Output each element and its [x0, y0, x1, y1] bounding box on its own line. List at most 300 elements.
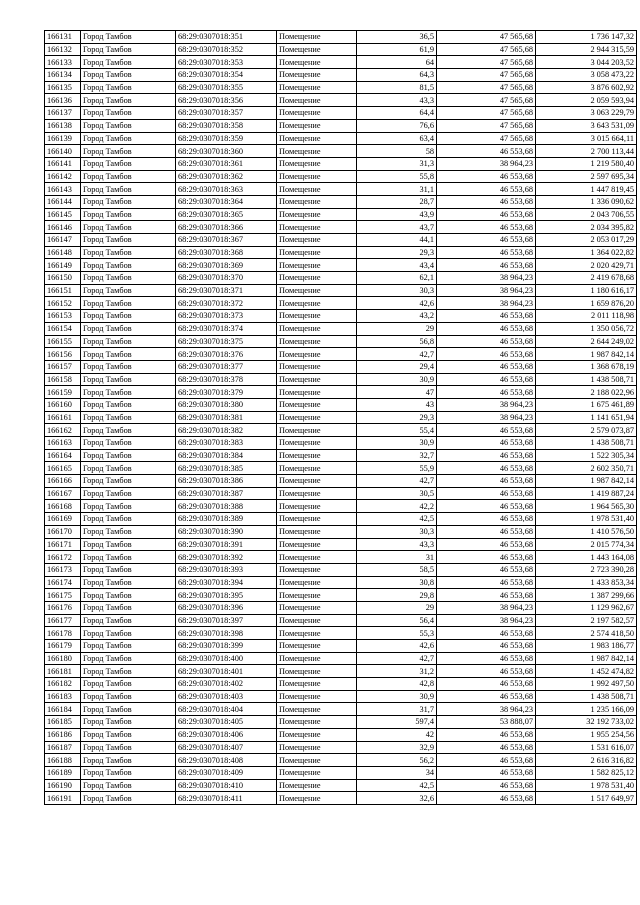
- row-number-cell: 166139: [45, 132, 81, 145]
- object-type-cell: Помещение: [277, 43, 357, 56]
- cadastral-value-cell: 2 419 678,68: [536, 272, 637, 285]
- cadastral-value-cell: 1 978 531,40: [536, 513, 637, 526]
- specific-value-cell: 46 553,68: [437, 741, 536, 754]
- specific-value-cell: 38 964,23: [437, 614, 536, 627]
- cadastral-number-cell: 68:29:0307018:408: [176, 754, 277, 767]
- cadastral-number-cell: 68:29:0307018:397: [176, 614, 277, 627]
- table-row: [45, 335, 637, 348]
- row-number-cell: 166133: [45, 56, 81, 69]
- area-cell: 43,3: [357, 94, 437, 107]
- area-cell: 43,4: [357, 259, 437, 272]
- row-number-cell: 166174: [45, 576, 81, 589]
- area-cell: 47: [357, 386, 437, 399]
- row-number-cell: 166191: [45, 792, 81, 805]
- row-number-cell: 166159: [45, 386, 81, 399]
- cadastral-value-cell: 2 574 418,50: [536, 627, 637, 640]
- row-number-cell: 166148: [45, 246, 81, 259]
- table-row: [45, 766, 637, 779]
- city-cell: Город Тамбов: [81, 31, 176, 44]
- cadastral-number-cell: 68:29:0307018:353: [176, 56, 277, 69]
- row-number-cell: 166158: [45, 373, 81, 386]
- area-cell: 36,5: [357, 31, 437, 44]
- object-type-cell: Помещение: [277, 589, 357, 602]
- cadastral-value-cell: 1 387 299,66: [536, 589, 637, 602]
- table-row: [45, 94, 637, 107]
- table-row: [45, 449, 637, 462]
- cadastral-number-cell: 68:29:0307018:362: [176, 170, 277, 183]
- row-number-cell: 166141: [45, 157, 81, 170]
- cadastral-value-cell: 1 368 678,19: [536, 360, 637, 373]
- object-type-cell: Помещение: [277, 741, 357, 754]
- city-cell: Город Тамбов: [81, 728, 176, 741]
- object-type-cell: Помещение: [277, 170, 357, 183]
- row-number-cell: 166163: [45, 437, 81, 450]
- specific-value-cell: 47 565,68: [437, 132, 536, 145]
- object-type-cell: Помещение: [277, 487, 357, 500]
- row-number-cell: 166146: [45, 221, 81, 234]
- row-number-cell: 166156: [45, 348, 81, 361]
- area-cell: 43,9: [357, 208, 437, 221]
- city-cell: Город Тамбов: [81, 513, 176, 526]
- specific-value-cell: 47 565,68: [437, 107, 536, 120]
- row-number-cell: 166138: [45, 119, 81, 132]
- area-cell: 55,9: [357, 462, 437, 475]
- city-cell: Город Тамбов: [81, 297, 176, 310]
- row-number-cell: 166180: [45, 652, 81, 665]
- row-number-cell: 166153: [45, 310, 81, 323]
- row-number-cell: 166144: [45, 195, 81, 208]
- object-type-cell: Помещение: [277, 322, 357, 335]
- object-type-cell: Помещение: [277, 792, 357, 805]
- cadastral-value-cell: 3 058 473,22: [536, 69, 637, 82]
- row-number-cell: 166137: [45, 107, 81, 120]
- table-row: [45, 411, 637, 424]
- area-cell: 31,1: [357, 183, 437, 196]
- area-cell: 42,6: [357, 640, 437, 653]
- area-cell: 81,5: [357, 81, 437, 94]
- object-type-cell: Помещение: [277, 690, 357, 703]
- object-type-cell: Помещение: [277, 728, 357, 741]
- area-cell: 34: [357, 766, 437, 779]
- cadastral-value-cell: 1 517 649,97: [536, 792, 637, 805]
- cadastral-value-cell: 1 443 164,08: [536, 551, 637, 564]
- row-number-cell: 166140: [45, 145, 81, 158]
- area-cell: 44,1: [357, 234, 437, 247]
- city-cell: Город Тамбов: [81, 183, 176, 196]
- city-cell: Город Тамбов: [81, 259, 176, 272]
- row-number-cell: 166164: [45, 449, 81, 462]
- cadastral-value-table: [44, 30, 637, 805]
- area-cell: 42,7: [357, 348, 437, 361]
- cadastral-number-cell: 68:29:0307018:364: [176, 195, 277, 208]
- table-row: [45, 56, 637, 69]
- row-number-cell: 166154: [45, 322, 81, 335]
- table-row: [45, 31, 637, 44]
- object-type-cell: Помещение: [277, 398, 357, 411]
- row-number-cell: 166152: [45, 297, 81, 310]
- table-row: [45, 310, 637, 323]
- cadastral-value-cell: 1 736 147,32: [536, 31, 637, 44]
- cadastral-number-cell: 68:29:0307018:371: [176, 284, 277, 297]
- row-number-cell: 166149: [45, 259, 81, 272]
- cadastral-number-cell: 68:29:0307018:360: [176, 145, 277, 158]
- specific-value-cell: 46 553,68: [437, 513, 536, 526]
- object-type-cell: Помещение: [277, 411, 357, 424]
- table-row: [45, 221, 637, 234]
- cadastral-number-cell: 68:29:0307018:374: [176, 322, 277, 335]
- specific-value-cell: 46 553,68: [437, 221, 536, 234]
- city-cell: Город Тамбов: [81, 576, 176, 589]
- city-cell: Город Тамбов: [81, 348, 176, 361]
- row-number-cell: 166171: [45, 538, 81, 551]
- area-cell: 29: [357, 322, 437, 335]
- area-cell: 61,9: [357, 43, 437, 56]
- table-row: [45, 386, 637, 399]
- row-number-cell: 166147: [45, 234, 81, 247]
- cadastral-value-cell: 1 964 565,30: [536, 500, 637, 513]
- table-row: [45, 132, 637, 145]
- object-type-cell: Помещение: [277, 183, 357, 196]
- table-row: [45, 462, 637, 475]
- cadastral-number-cell: 68:29:0307018:373: [176, 310, 277, 323]
- row-number-cell: 166151: [45, 284, 81, 297]
- table-row: [45, 690, 637, 703]
- object-type-cell: Помещение: [277, 132, 357, 145]
- object-type-cell: Помещение: [277, 335, 357, 348]
- table-row: [45, 779, 637, 792]
- cadastral-value-cell: 2 015 774,34: [536, 538, 637, 551]
- cadastral-number-cell: 68:29:0307018:369: [176, 259, 277, 272]
- specific-value-cell: 47 565,68: [437, 43, 536, 56]
- cadastral-value-cell: 3 643 531,09: [536, 119, 637, 132]
- table-row: [45, 398, 637, 411]
- specific-value-cell: 38 964,23: [437, 703, 536, 716]
- row-number-cell: 166169: [45, 513, 81, 526]
- city-cell: Город Тамбов: [81, 766, 176, 779]
- table-row: [45, 487, 637, 500]
- area-cell: 29,4: [357, 360, 437, 373]
- object-type-cell: Помещение: [277, 703, 357, 716]
- cadastral-number-cell: 68:29:0307018:367: [176, 234, 277, 247]
- table-row: [45, 728, 637, 741]
- table-row: [45, 665, 637, 678]
- city-cell: Город Тамбов: [81, 234, 176, 247]
- area-cell: 31,2: [357, 665, 437, 678]
- row-number-cell: 166178: [45, 627, 81, 640]
- cadastral-number-cell: 68:29:0307018:400: [176, 652, 277, 665]
- area-cell: 43,3: [357, 538, 437, 551]
- city-cell: Город Тамбов: [81, 462, 176, 475]
- city-cell: Город Тамбов: [81, 792, 176, 805]
- cadastral-value-cell: 2 043 706,55: [536, 208, 637, 221]
- object-type-cell: Помещение: [277, 627, 357, 640]
- city-cell: Город Тамбов: [81, 132, 176, 145]
- specific-value-cell: 46 553,68: [437, 551, 536, 564]
- table-row: [45, 373, 637, 386]
- cadastral-value-cell: 2 616 316,82: [536, 754, 637, 767]
- table-row: [45, 500, 637, 513]
- cadastral-value-cell: 1 219 580,40: [536, 157, 637, 170]
- table-row: [45, 601, 637, 614]
- specific-value-cell: 46 553,68: [437, 627, 536, 640]
- cadastral-number-cell: 68:29:0307018:411: [176, 792, 277, 805]
- city-cell: Город Тамбов: [81, 310, 176, 323]
- table-row: [45, 525, 637, 538]
- row-number-cell: 166167: [45, 487, 81, 500]
- table-row: [45, 360, 637, 373]
- area-cell: 29,8: [357, 589, 437, 602]
- specific-value-cell: 46 553,68: [437, 208, 536, 221]
- row-number-cell: 166157: [45, 360, 81, 373]
- cadastral-value-cell: 1 955 254,56: [536, 728, 637, 741]
- area-cell: 29: [357, 601, 437, 614]
- cadastral-value-cell: 1 438 508,71: [536, 690, 637, 703]
- cadastral-value-cell: 1 438 508,71: [536, 437, 637, 450]
- table-row: [45, 792, 637, 805]
- area-cell: 28,7: [357, 195, 437, 208]
- area-cell: 29,3: [357, 411, 437, 424]
- city-cell: Город Тамбов: [81, 690, 176, 703]
- cadastral-value-cell: 1 987 842,14: [536, 652, 637, 665]
- table-row: [45, 589, 637, 602]
- cadastral-value-cell: 2 644 249,02: [536, 335, 637, 348]
- cadastral-number-cell: 68:29:0307018:357: [176, 107, 277, 120]
- area-cell: 42,2: [357, 500, 437, 513]
- specific-value-cell: 46 553,68: [437, 525, 536, 538]
- area-cell: 64: [357, 56, 437, 69]
- specific-value-cell: 46 553,68: [437, 234, 536, 247]
- object-type-cell: Помещение: [277, 424, 357, 437]
- area-cell: 30,9: [357, 437, 437, 450]
- specific-value-cell: 46 553,68: [437, 487, 536, 500]
- specific-value-cell: 46 553,68: [437, 310, 536, 323]
- object-type-cell: Помещение: [277, 513, 357, 526]
- row-number-cell: 166132: [45, 43, 81, 56]
- area-cell: 64,4: [357, 107, 437, 120]
- cadastral-number-cell: 68:29:0307018:385: [176, 462, 277, 475]
- table-row: [45, 284, 637, 297]
- table-row: [45, 183, 637, 196]
- object-type-cell: Помещение: [277, 119, 357, 132]
- object-type-cell: Помещение: [277, 576, 357, 589]
- row-number-cell: 166186: [45, 728, 81, 741]
- city-cell: Город Тамбов: [81, 652, 176, 665]
- cadastral-value-cell: 1 675 461,89: [536, 398, 637, 411]
- city-cell: Город Тамбов: [81, 398, 176, 411]
- area-cell: 32,9: [357, 741, 437, 754]
- object-type-cell: Помещение: [277, 145, 357, 158]
- row-number-cell: 166161: [45, 411, 81, 424]
- area-cell: 63,4: [357, 132, 437, 145]
- area-cell: 55,3: [357, 627, 437, 640]
- row-number-cell: 166173: [45, 563, 81, 576]
- cadastral-number-cell: 68:29:0307018:396: [176, 601, 277, 614]
- city-cell: Город Тамбов: [81, 69, 176, 82]
- specific-value-cell: 46 553,68: [437, 538, 536, 551]
- area-cell: 55,8: [357, 170, 437, 183]
- specific-value-cell: 38 964,23: [437, 411, 536, 424]
- cadastral-value-cell: 1 410 576,50: [536, 525, 637, 538]
- specific-value-cell: 46 553,68: [437, 766, 536, 779]
- area-cell: 42: [357, 728, 437, 741]
- specific-value-cell: 47 565,68: [437, 69, 536, 82]
- city-cell: Город Тамбов: [81, 170, 176, 183]
- table-row: [45, 424, 637, 437]
- city-cell: Город Тамбов: [81, 56, 176, 69]
- city-cell: Город Тамбов: [81, 551, 176, 564]
- table-row: [45, 43, 637, 56]
- cadastral-number-cell: 68:29:0307018:388: [176, 500, 277, 513]
- specific-value-cell: 38 964,23: [437, 157, 536, 170]
- cadastral-number-cell: 68:29:0307018:405: [176, 716, 277, 729]
- city-cell: Город Тамбов: [81, 424, 176, 437]
- object-type-cell: Помещение: [277, 157, 357, 170]
- object-type-cell: Помещение: [277, 551, 357, 564]
- row-number-cell: 166187: [45, 741, 81, 754]
- row-number-cell: 166135: [45, 81, 81, 94]
- city-cell: Город Тамбов: [81, 386, 176, 399]
- row-number-cell: 166176: [45, 601, 81, 614]
- row-number-cell: 166145: [45, 208, 81, 221]
- table-row: [45, 157, 637, 170]
- cadastral-value-cell: 1 582 825,12: [536, 766, 637, 779]
- cadastral-number-cell: 68:29:0307018:358: [176, 119, 277, 132]
- row-number-cell: 166142: [45, 170, 81, 183]
- area-cell: 30,5: [357, 487, 437, 500]
- cadastral-number-cell: 68:29:0307018:352: [176, 43, 277, 56]
- city-cell: Город Тамбов: [81, 627, 176, 640]
- object-type-cell: Помещение: [277, 69, 357, 82]
- table-row: [45, 614, 637, 627]
- object-type-cell: Помещение: [277, 56, 357, 69]
- city-cell: Город Тамбов: [81, 538, 176, 551]
- table-row: [45, 69, 637, 82]
- object-type-cell: Помещение: [277, 716, 357, 729]
- cadastral-number-cell: 68:29:0307018:356: [176, 94, 277, 107]
- specific-value-cell: 38 964,23: [437, 284, 536, 297]
- cadastral-value-cell: 1 659 876,20: [536, 297, 637, 310]
- area-cell: 43,2: [357, 310, 437, 323]
- area-cell: 42,7: [357, 475, 437, 488]
- object-type-cell: Помещение: [277, 640, 357, 653]
- row-number-cell: 166134: [45, 69, 81, 82]
- specific-value-cell: 46 553,68: [437, 754, 536, 767]
- row-number-cell: 166168: [45, 500, 81, 513]
- table-row: [45, 195, 637, 208]
- row-number-cell: 166150: [45, 272, 81, 285]
- specific-value-cell: 46 553,68: [437, 690, 536, 703]
- city-cell: Город Тамбов: [81, 272, 176, 285]
- specific-value-cell: 46 553,68: [437, 449, 536, 462]
- cadastral-value-cell: 1 129 962,67: [536, 601, 637, 614]
- cadastral-number-cell: 68:29:0307018:392: [176, 551, 277, 564]
- cadastral-number-cell: 68:29:0307018:381: [176, 411, 277, 424]
- city-cell: Город Тамбов: [81, 754, 176, 767]
- area-cell: 42,5: [357, 513, 437, 526]
- object-type-cell: Помещение: [277, 538, 357, 551]
- specific-value-cell: 46 553,68: [437, 360, 536, 373]
- row-number-cell: 166179: [45, 640, 81, 653]
- table-body: [45, 31, 637, 805]
- table-row: [45, 81, 637, 94]
- object-type-cell: Помещение: [277, 246, 357, 259]
- cadastral-value-cell: 32 192 733,02: [536, 716, 637, 729]
- city-cell: Город Тамбов: [81, 373, 176, 386]
- specific-value-cell: 46 553,68: [437, 652, 536, 665]
- object-type-cell: Помещение: [277, 437, 357, 450]
- cadastral-number-cell: 68:29:0307018:399: [176, 640, 277, 653]
- area-cell: 56,4: [357, 614, 437, 627]
- table-row: [45, 348, 637, 361]
- specific-value-cell: 46 553,68: [437, 792, 536, 805]
- area-cell: 30,9: [357, 373, 437, 386]
- cadastral-value-cell: 1 983 186,77: [536, 640, 637, 653]
- cadastral-number-cell: 68:29:0307018:361: [176, 157, 277, 170]
- specific-value-cell: 46 553,68: [437, 259, 536, 272]
- cadastral-number-cell: 68:29:0307018:359: [176, 132, 277, 145]
- cadastral-value-cell: 1 987 842,14: [536, 475, 637, 488]
- row-number-cell: 166188: [45, 754, 81, 767]
- city-cell: Город Тамбов: [81, 779, 176, 792]
- specific-value-cell: 46 553,68: [437, 195, 536, 208]
- area-cell: 32,6: [357, 792, 437, 805]
- cadastral-value-cell: 2 020 429,71: [536, 259, 637, 272]
- city-cell: Город Тамбов: [81, 640, 176, 653]
- city-cell: Город Тамбов: [81, 589, 176, 602]
- row-number-cell: 166165: [45, 462, 81, 475]
- cadastral-number-cell: 68:29:0307018:406: [176, 728, 277, 741]
- cadastral-value-cell: 3 063 229,79: [536, 107, 637, 120]
- cadastral-value-cell: 2 597 695,34: [536, 170, 637, 183]
- cadastral-value-cell: 2 700 113,44: [536, 145, 637, 158]
- object-type-cell: Помещение: [277, 475, 357, 488]
- specific-value-cell: 46 553,68: [437, 779, 536, 792]
- specific-value-cell: 38 964,23: [437, 398, 536, 411]
- specific-value-cell: 47 565,68: [437, 31, 536, 44]
- city-cell: Город Тамбов: [81, 94, 176, 107]
- area-cell: 56,2: [357, 754, 437, 767]
- city-cell: Город Тамбов: [81, 500, 176, 513]
- cadastral-value-cell: 1 336 090,62: [536, 195, 637, 208]
- object-type-cell: Помещение: [277, 107, 357, 120]
- area-cell: 32,7: [357, 449, 437, 462]
- row-number-cell: 166185: [45, 716, 81, 729]
- cadastral-value-cell: 1 522 305,34: [536, 449, 637, 462]
- specific-value-cell: 46 553,68: [437, 589, 536, 602]
- cadastral-number-cell: 68:29:0307018:383: [176, 437, 277, 450]
- row-number-cell: 166155: [45, 335, 81, 348]
- row-number-cell: 166136: [45, 94, 81, 107]
- object-type-cell: Помещение: [277, 348, 357, 361]
- specific-value-cell: 46 553,68: [437, 475, 536, 488]
- cadastral-value-cell: 1 447 819,45: [536, 183, 637, 196]
- specific-value-cell: 46 553,68: [437, 246, 536, 259]
- area-cell: 30,3: [357, 284, 437, 297]
- row-number-cell: 166131: [45, 31, 81, 44]
- table-row: [45, 119, 637, 132]
- cadastral-value-cell: 3 015 664,11: [536, 132, 637, 145]
- cadastral-value-cell: 1 419 887,24: [536, 487, 637, 500]
- object-type-cell: Помещение: [277, 525, 357, 538]
- city-cell: Город Тамбов: [81, 614, 176, 627]
- area-cell: 42,7: [357, 652, 437, 665]
- city-cell: Город Тамбов: [81, 81, 176, 94]
- table-row: [45, 703, 637, 716]
- specific-value-cell: 46 553,68: [437, 322, 536, 335]
- row-number-cell: 166190: [45, 779, 81, 792]
- city-cell: Город Тамбов: [81, 437, 176, 450]
- area-cell: 42,8: [357, 678, 437, 691]
